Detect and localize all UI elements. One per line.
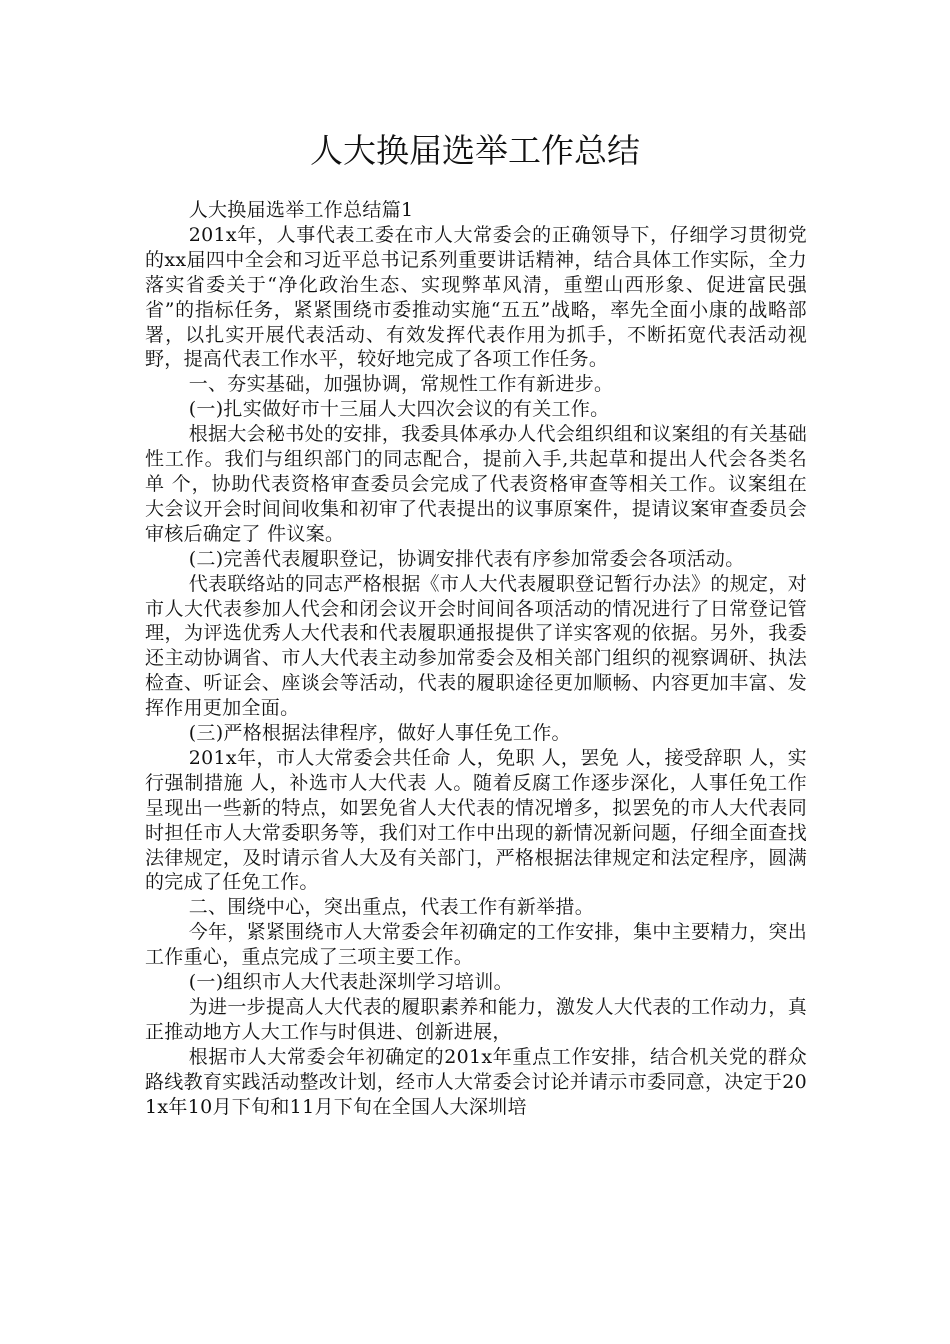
subsection-heading: (一)扎实做好市十三届人大四次会议的有关工作。 <box>188 398 610 421</box>
paragraph: 201x年，人事代表工委在市人大常委会的正确领导下，仔细学习贯彻党的xx届四中全会和习近平总书记系列重要讲话精神，结合具体工作实际，全力落实省委关于“净化政治生态、实现弊革风清，重塑山西形象、促进富民强省”的指标任务，紧紧围绕市委推动实施“五五”战略，率先全面小康的战略部署，以扎实开展代表活动、有效发挥代表作用为抓手，不断拓宽代表活动视野，提高代表工作水平，较好地完成了各项工作任务。 <box>145 223 807 371</box>
paragraph: 根据大会秘书处的安排，我委具体承办人代会组织组和议案组的有关基础性工作。我们与组织部门的同志配合，提前入手,共起草和提出人代会各类名单 个，协助代表资格审查委员会完成了代表资格审查等相关工作。议案组在大会议开会时间间收集和初审了代表提出的议事原案件，提请议案审查委员会审核后确定了 件议案。 <box>145 423 807 545</box>
section-heading: 一、夯实基础，加强协调，常规性工作有新进步。 <box>188 373 614 396</box>
paragraph: 为进一步提高人大代表的履职素养和能力，激发人大代表的工作动力，真正推动地方人大工作与时俱进、创新进展， <box>145 996 807 1043</box>
document-body <box>145 198 807 1120</box>
section-heading: 二、围绕中心，突出重点，代表工作有新举措。 <box>188 896 594 919</box>
subsection-heading: (二)完善代表履职登记，协调安排代表有序参加常委会各项活动。 <box>188 547 745 570</box>
paragraph-subtitle: 人大换届选举工作总结篇1 <box>188 199 414 221</box>
subsection-heading: (一)组织市人大代表赴深圳学习培训。 <box>188 971 513 994</box>
paragraph: 201x年，市人大常委会共任命 人，免职 人，罢免 人，接受辞职 人，实行强制措施 人，补选市人大代表 人。随着反腐工作逐步深化，人事任免工作呈现出一些新的特点，如罢免省人大代表的情况增多，拟罢免的市人大代表同时担任市人大常委职务等，我们对工作中出现的新情况新问题，仔细全面查找法律规定，及时请示省人大及有关部门，严格根据法律规定和法定程序，圆满的完成了任免工作。 <box>145 746 807 894</box>
paragraph: 根据市人大常委会年初确定的201x年重点工作安排，结合机关党的群众路线教育实践活动整改计划，经市人大常委会讨论并请示市委同意，决定于201x年10月下旬和11月下旬在全国人大深圳培 <box>145 1045 807 1118</box>
subsection-heading: (三)严格根据法律程序，做好人事任免工作。 <box>188 722 571 745</box>
document-title: 人大换届选举工作总结 <box>310 131 640 170</box>
paragraph: 今年，紧紧围绕市人大常委会年初确定的工作安排，集中主要精力，突出工作重心，重点完成了三项主要工作。 <box>145 921 807 969</box>
paragraph: 代表联络站的同志严格根据《市人大代表履职登记暂行办法》的规定，对市人大代表参加人代会和闭会议开会时间间各项活动的情况进行了日常登记管理，为评选优秀人大代表和代表履职通报提供了详实客观的依据。另外，我委还主动协调省、市人大代表主动参加常委会及相关部门组织的视察调研、执法检查、听证会、座谈会等活动，代表的履职途径更加顺畅、内容更加丰富、发挥作用更加全面。 <box>145 572 807 720</box>
